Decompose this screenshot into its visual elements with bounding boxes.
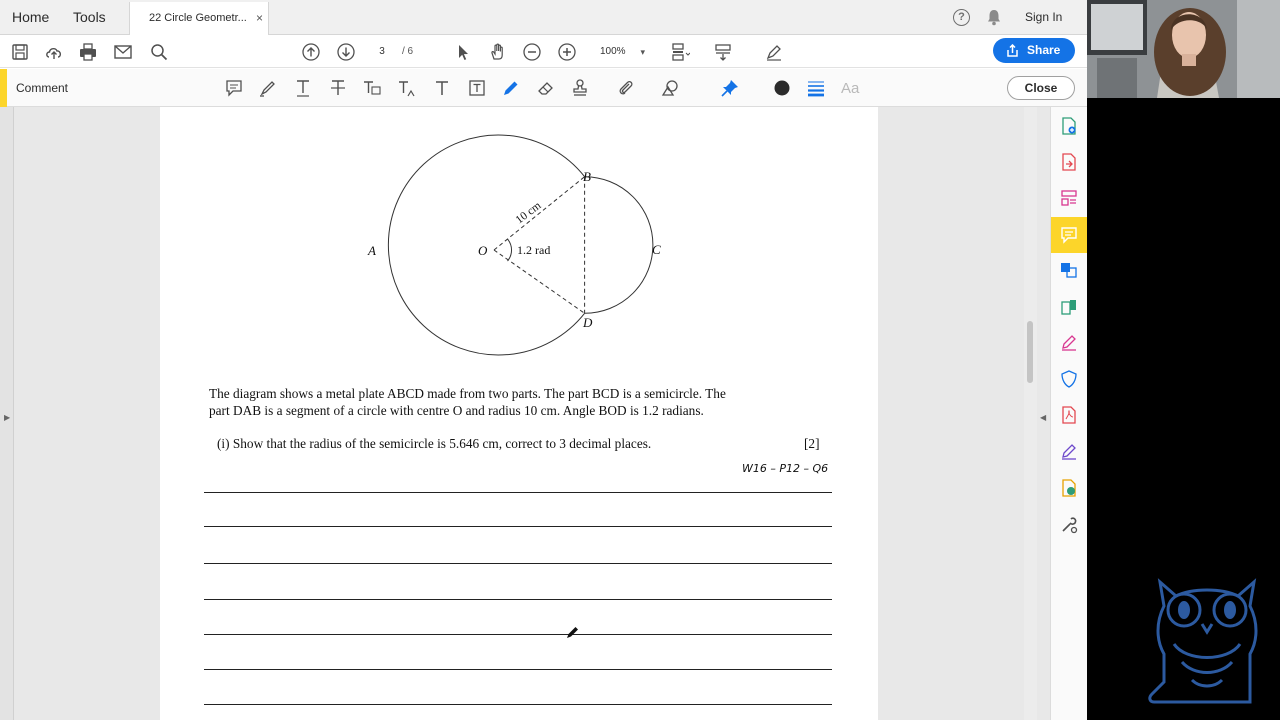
acrobat-pdf-icon[interactable] bbox=[1060, 406, 1078, 424]
document-tab-title: 22 Circle Geometr... bbox=[149, 12, 247, 24]
comment-toolbar bbox=[0, 69, 1087, 107]
tools-tab[interactable]: Tools bbox=[73, 9, 106, 25]
comment-panel-icon[interactable] bbox=[1060, 226, 1078, 244]
zoom-level-dropdown[interactable]: 100% ▾ bbox=[590, 42, 645, 62]
question-part-i: (i) Show that the radius of the semicircle is 5.646 cm, correct to 3 decimal places. bbox=[217, 436, 652, 451]
owl-logo bbox=[1146, 562, 1268, 710]
request-signature-icon[interactable] bbox=[1060, 443, 1078, 461]
comment-accent-bar bbox=[0, 69, 7, 107]
combine-files-icon[interactable] bbox=[1060, 261, 1078, 279]
answer-line bbox=[204, 634, 832, 635]
export-pdf-icon[interactable] bbox=[1060, 153, 1078, 171]
collapse-right-panel-icon[interactable]: ◀ bbox=[1040, 413, 1047, 422]
question-marks: [2] bbox=[804, 436, 820, 451]
close-tab-icon[interactable]: × bbox=[255, 11, 263, 25]
answer-line bbox=[204, 599, 832, 600]
font-style-icon[interactable] bbox=[841, 78, 861, 98]
insert-text-icon[interactable] bbox=[397, 78, 417, 98]
print-icon[interactable] bbox=[78, 42, 98, 62]
pdf-page bbox=[160, 107, 878, 720]
eraser-icon[interactable] bbox=[536, 78, 556, 98]
expand-left-panel-icon[interactable]: ▶ bbox=[4, 413, 11, 422]
tools-side-panel bbox=[1050, 107, 1087, 720]
more-tools-icon[interactable] bbox=[1060, 516, 1078, 534]
protect-shield-icon[interactable] bbox=[1060, 370, 1078, 388]
main-toolbar bbox=[0, 35, 1087, 68]
upload-cloud-icon[interactable] bbox=[44, 42, 64, 62]
share-button[interactable] bbox=[993, 38, 1075, 63]
save-icon[interactable] bbox=[10, 42, 30, 62]
share-icon bbox=[1006, 44, 1019, 57]
text-box-icon[interactable] bbox=[467, 78, 487, 98]
notification-bell-icon[interactable] bbox=[986, 9, 1002, 26]
page-fit-icon[interactable] bbox=[670, 42, 690, 62]
question-reference: W16 – P12 – Q6 bbox=[742, 462, 829, 475]
scrollbar-thumb[interactable] bbox=[1027, 321, 1033, 383]
page-total: / 6 bbox=[402, 46, 414, 57]
circle-geometry-diagram bbox=[160, 107, 878, 377]
sign-in-link[interactable]: Sign In bbox=[1025, 10, 1063, 24]
scroll-mode-icon[interactable] bbox=[713, 42, 733, 62]
tab-bar bbox=[0, 0, 1087, 35]
vertical-scrollbar[interactable] bbox=[1024, 107, 1037, 720]
comment-tool-label: Comment bbox=[16, 81, 69, 95]
add-text-icon[interactable] bbox=[432, 78, 452, 98]
color-picker-icon[interactable] bbox=[772, 78, 792, 98]
next-page-icon[interactable] bbox=[336, 42, 356, 62]
close-comment-button[interactable]: Close bbox=[1007, 76, 1075, 100]
home-tab[interactable]: Home bbox=[12, 9, 50, 25]
send-for-comments-icon[interactable] bbox=[1060, 479, 1078, 497]
answer-line bbox=[204, 492, 832, 493]
create-pdf-icon[interactable] bbox=[1060, 117, 1078, 135]
left-panel-toggle[interactable] bbox=[0, 107, 14, 720]
label-d: D bbox=[583, 315, 593, 330]
answer-line bbox=[204, 669, 832, 670]
zoom-out-icon[interactable] bbox=[522, 42, 542, 62]
search-icon[interactable] bbox=[149, 42, 169, 62]
svg-text:Aa: Aa bbox=[841, 80, 860, 97]
pin-icon[interactable] bbox=[720, 78, 740, 98]
sticky-note-icon[interactable] bbox=[224, 78, 244, 98]
hand-tool-icon[interactable] bbox=[488, 42, 508, 62]
webcam-presenter-video bbox=[1087, 0, 1280, 98]
radius-label: 10 cm bbox=[513, 199, 544, 227]
help-icon[interactable]: ? bbox=[953, 9, 970, 26]
label-c: C bbox=[652, 242, 661, 257]
strikethrough-icon[interactable] bbox=[328, 78, 348, 98]
line-width-icon[interactable] bbox=[806, 78, 826, 98]
shapes-icon[interactable] bbox=[660, 78, 680, 98]
label-o: O bbox=[478, 243, 488, 258]
attach-file-icon[interactable] bbox=[616, 78, 636, 98]
answer-line bbox=[204, 563, 832, 564]
edit-pdf-icon[interactable] bbox=[1060, 298, 1078, 316]
document-tab[interactable] bbox=[129, 2, 269, 36]
fill-sign-icon[interactable] bbox=[1060, 334, 1078, 352]
underline-text-icon[interactable] bbox=[293, 78, 313, 98]
label-a: A bbox=[368, 243, 376, 258]
problem-statement-line-1: The diagram shows a metal plate ABCD made from two parts. The part BCD is a semicircle. The bbox=[209, 386, 726, 401]
organize-pages-icon[interactable] bbox=[1060, 189, 1078, 207]
highlight-icon[interactable] bbox=[258, 78, 278, 98]
document-viewport[interactable] bbox=[0, 107, 1050, 720]
angle-label: 1.2 rad bbox=[517, 243, 551, 257]
label-b: B bbox=[583, 169, 591, 184]
replace-text-icon[interactable] bbox=[362, 78, 382, 98]
problem-statement-line-2: part DAB is a segment of a circle with centre O and radius 10 cm. Angle BOD is 1.2 radians. bbox=[209, 403, 704, 418]
draw-pencil-icon[interactable] bbox=[501, 78, 521, 98]
zoom-in-icon[interactable] bbox=[557, 42, 577, 62]
stamp-icon[interactable] bbox=[571, 78, 591, 98]
share-label: Share bbox=[1027, 43, 1061, 57]
email-icon[interactable] bbox=[113, 42, 133, 62]
page-number-input[interactable]: 3 bbox=[379, 46, 385, 57]
select-cursor-icon[interactable] bbox=[453, 42, 473, 62]
previous-page-icon[interactable] bbox=[301, 42, 321, 62]
answer-line bbox=[204, 704, 832, 705]
answer-line bbox=[204, 526, 832, 527]
sign-pen-icon[interactable] bbox=[764, 42, 784, 62]
pen-cursor-icon bbox=[566, 625, 580, 639]
